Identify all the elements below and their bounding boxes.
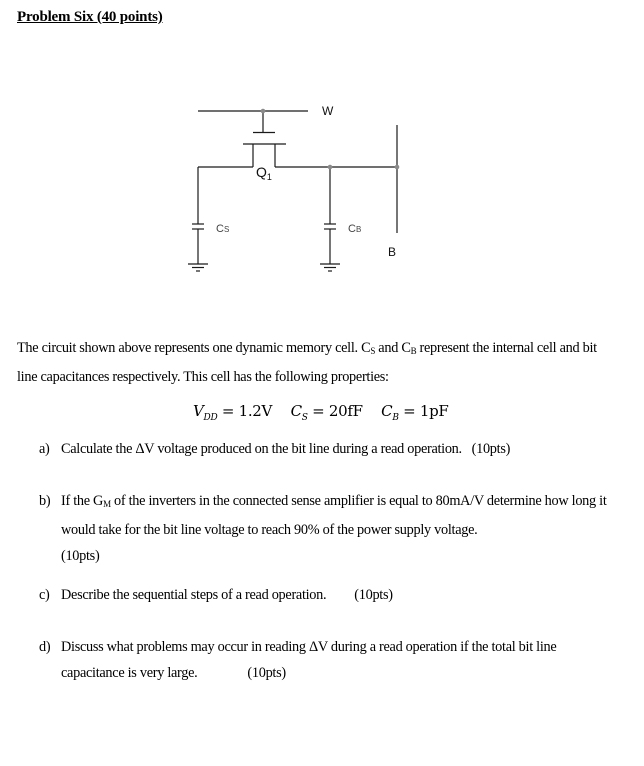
question-c [39, 582, 609, 608]
question-text [61, 634, 601, 686]
problem-title: Problem Six (40 points) [17, 9, 163, 25]
question-marker: d) [39, 639, 51, 655]
question-d-text: Discuss what problems may occur in reading ΔV during a read operation if the total bit line capacitance is very large. [61, 639, 557, 681]
cell-capacitor-label-sub: S [223, 225, 230, 234]
intro-text: represent the internal cell and bit line capacitances respectively. This cell has the following properties: [17, 340, 597, 385]
junction-dot [261, 109, 266, 114]
vdd-symbol: V [193, 402, 204, 420]
question-marker: b) [39, 493, 51, 509]
question-a [39, 436, 609, 462]
question-points: (10pts) [61, 548, 100, 564]
bit-line-label: B [388, 245, 397, 259]
question-points: (10pts) [354, 587, 393, 603]
cell-capacitor-label [216, 223, 229, 235]
bit-capacitor-label-sub: B [355, 225, 362, 234]
intro-subscript: S [370, 346, 376, 356]
dram-cell-circuit-diagram [0, 0, 644, 300]
cb-symbol: C [381, 402, 393, 420]
intro-subscript: B [410, 346, 417, 356]
cb-subscript: B [392, 413, 399, 423]
question-d [39, 634, 609, 686]
question-b [39, 488, 609, 569]
cs-value: = 20fF [307, 402, 363, 420]
question-marker: c) [39, 587, 50, 603]
question-text [61, 436, 609, 462]
question-b-text: If the G [61, 493, 104, 509]
junction-dot [395, 165, 400, 170]
cb-value: = 1pF [398, 402, 449, 420]
question-marker: a) [39, 441, 50, 457]
question-points: (10pts) [471, 441, 511, 457]
transistor-label-main: Q [256, 164, 267, 180]
cs-subscript: S [301, 413, 308, 423]
word-line-label: W [322, 104, 334, 118]
question-text [61, 582, 609, 608]
bit-capacitor-label-main: C [348, 223, 356, 235]
vdd-subscript: DD [203, 413, 218, 423]
bit-capacitor-label [348, 223, 361, 235]
intro-text: and C [375, 340, 411, 356]
intro-text: The circuit shown above represents one dynamic memory cell. C [17, 340, 371, 356]
gm-subscript: M [103, 499, 111, 509]
junction-dot [328, 165, 333, 170]
question-a-text: Calculate the ΔV voltage produced on the bit line during a read operation. [61, 441, 462, 457]
question-text [61, 488, 621, 569]
transistor-label [256, 164, 272, 182]
cell-capacitor-label-main: C [216, 223, 224, 235]
question-b-text: of the inverters in the connected sense amplifier is equal to 80mA/V determine how long it would take for the bit line voltage to reach 90% of the power supply voltage. [61, 493, 607, 538]
cs-symbol: C [290, 402, 302, 420]
properties-equation [193, 402, 449, 423]
vdd-value: = 1.2V [217, 402, 273, 420]
intro-paragraph [17, 335, 617, 390]
question-points: (10pts) [247, 665, 286, 681]
transistor-label-sub: 1 [266, 172, 272, 182]
question-c-text: Describe the sequential steps of a read operation. [61, 587, 327, 603]
